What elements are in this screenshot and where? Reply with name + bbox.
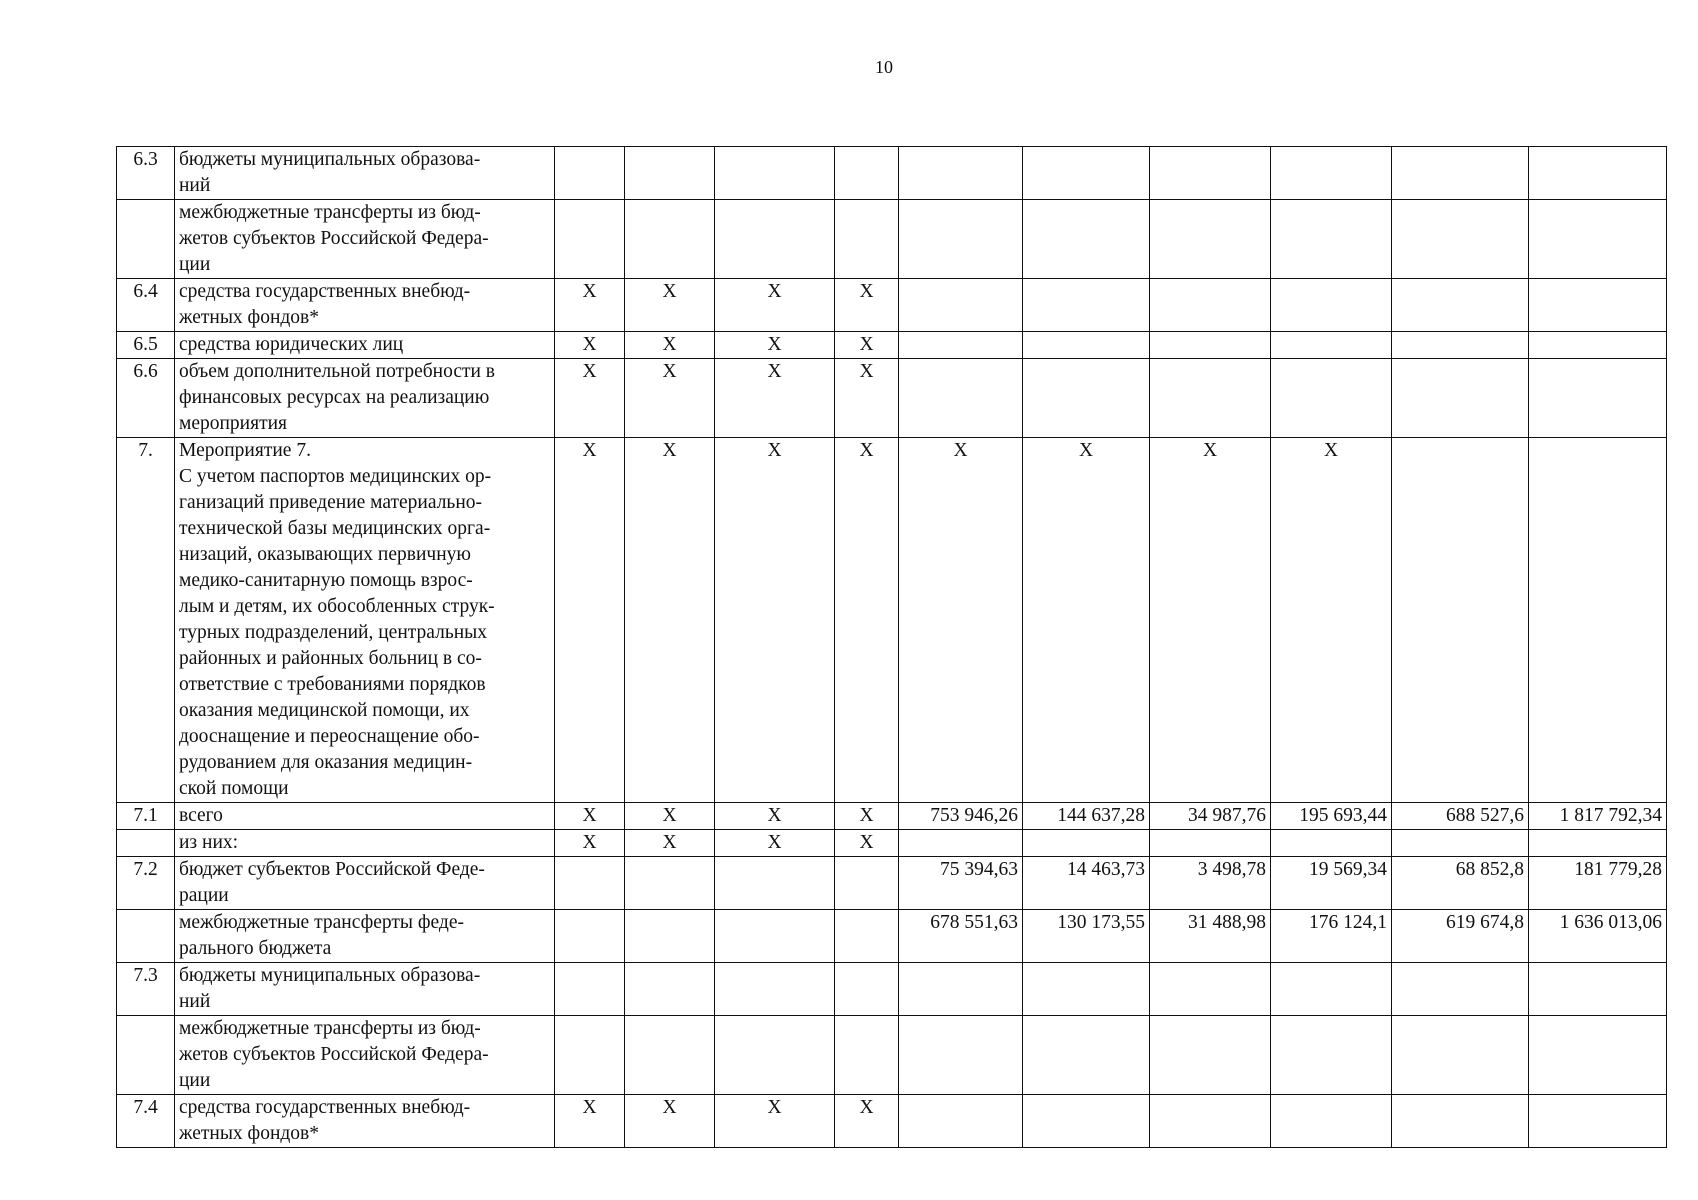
table-row [117, 332, 1667, 359]
value-cell [1392, 830, 1529, 857]
mark-cell: X [835, 1095, 899, 1148]
mark-cell [625, 910, 715, 963]
row-number: 7. [117, 438, 175, 803]
table-row [117, 1016, 1667, 1095]
value-cell [1529, 963, 1667, 1016]
row-description-text: Мероприятие 7. С учетом паспортов медицинских ор- ганизаций приведение материально- технической базы медицинских орга- низаций, оказывающих первичную медико-санитарную помощь взрос- лым и детям, их обособленных струк- турных подразделений, центральных районных и районных больниц в со- ответствие с требованиями порядков оказания медицинской помощи, их дооснащение и переоснащение обо- рудованием для оказания медицин- ской помощи [179, 440, 495, 799]
value-cell [1392, 279, 1529, 332]
row-description-text: объем дополнительной потребности в финансовых ресурсах на реализацию мероприятия [179, 361, 496, 434]
value-cell [1023, 830, 1150, 857]
mark-cell: X [555, 332, 625, 359]
table-row [117, 279, 1667, 332]
value-cell [1271, 1095, 1392, 1148]
value-cell: 678 551,63 [899, 910, 1023, 963]
value-cell [1023, 359, 1150, 438]
mark-cell: X [715, 359, 835, 438]
row-description [175, 803, 555, 830]
value-cell [899, 359, 1023, 438]
value-cell [899, 332, 1023, 359]
mark-cell: X [555, 359, 625, 438]
mark-cell [555, 147, 625, 200]
value-cell [1529, 1095, 1667, 1148]
value-cell [1150, 200, 1271, 279]
value-cell [1023, 963, 1150, 1016]
value-cell [1529, 147, 1667, 200]
mark-cell: X [715, 803, 835, 830]
value-cell [1150, 963, 1271, 1016]
mark-cell: X [625, 438, 715, 803]
mark-cell [835, 147, 899, 200]
mark-cell: X [835, 438, 899, 803]
mark-cell [835, 1016, 899, 1095]
value-cell: 19 569,34 [1271, 857, 1392, 910]
mark-cell: X [715, 332, 835, 359]
row-number: 6.6 [117, 359, 175, 438]
value-cell: X [1023, 438, 1150, 803]
row-number: 6.5 [117, 332, 175, 359]
value-cell [1271, 200, 1392, 279]
value-cell [1023, 200, 1150, 279]
row-description-text: бюджет субъектов Российской Феде- рации [179, 859, 485, 906]
row-number: 7.3 [117, 963, 175, 1016]
row-description-text: бюджеты муниципальных образова- ний [179, 965, 481, 1012]
table-row [117, 803, 1667, 830]
mark-cell [625, 963, 715, 1016]
value-cell [1023, 1095, 1150, 1148]
value-cell: 31 488,98 [1150, 910, 1271, 963]
value-cell [1392, 359, 1529, 438]
value-cell [899, 963, 1023, 1016]
value-cell [1529, 200, 1667, 279]
value-cell [1150, 830, 1271, 857]
value-cell: 3 498,78 [1150, 857, 1271, 910]
mark-cell: X [625, 830, 715, 857]
row-description [175, 438, 555, 803]
mark-cell [555, 200, 625, 279]
value-cell [1392, 1095, 1529, 1148]
row-description [175, 147, 555, 200]
value-cell: 181 779,28 [1529, 857, 1667, 910]
mark-cell: X [555, 803, 625, 830]
value-cell [899, 1016, 1023, 1095]
mark-cell [555, 910, 625, 963]
value-cell: 144 637,28 [1023, 803, 1150, 830]
value-cell: 176 124,1 [1271, 910, 1392, 963]
mark-cell [555, 963, 625, 1016]
row-description [175, 200, 555, 279]
table-row [117, 857, 1667, 910]
table-row [117, 910, 1667, 963]
mark-cell: X [625, 279, 715, 332]
value-cell [1392, 438, 1529, 803]
value-cell [899, 830, 1023, 857]
row-description-text: средства государственных внебюд- жетных фондов* [179, 281, 471, 328]
value-cell [1023, 1016, 1150, 1095]
row-description [175, 279, 555, 332]
value-cell [1529, 438, 1667, 803]
value-cell [1150, 359, 1271, 438]
table-row [117, 200, 1667, 279]
mark-cell [835, 963, 899, 1016]
mark-cell: X [715, 438, 835, 803]
value-cell [1150, 147, 1271, 200]
row-number [117, 200, 175, 279]
mark-cell [835, 910, 899, 963]
value-cell [1023, 279, 1150, 332]
mark-cell: X [625, 1095, 715, 1148]
mark-cell: X [555, 1095, 625, 1148]
table-row [117, 359, 1667, 438]
value-cell [1150, 332, 1271, 359]
row-number [117, 830, 175, 857]
row-description [175, 910, 555, 963]
value-cell [1150, 1016, 1271, 1095]
mark-cell [715, 910, 835, 963]
value-cell: 195 693,44 [1271, 803, 1392, 830]
value-cell: 753 946,26 [899, 803, 1023, 830]
mark-cell: X [715, 279, 835, 332]
value-cell [1271, 332, 1392, 359]
row-number [117, 1016, 175, 1095]
page-number: 10 [875, 57, 893, 77]
mark-cell: X [835, 830, 899, 857]
value-cell [1271, 830, 1392, 857]
mark-cell [715, 1016, 835, 1095]
mark-cell [715, 147, 835, 200]
row-number: 6.4 [117, 279, 175, 332]
row-description-text: межбюджетные трансферты феде- рального бюджета [179, 912, 464, 959]
value-cell [1529, 830, 1667, 857]
value-cell [899, 147, 1023, 200]
value-cell: 1 817 792,34 [1529, 803, 1667, 830]
mark-cell [555, 857, 625, 910]
value-cell: 68 852,8 [1392, 857, 1529, 910]
mark-cell: X [555, 830, 625, 857]
row-description-text: межбюджетные трансферты из бюд- жетов субъектов Российской Федера- ции [179, 202, 489, 275]
mark-cell: X [555, 279, 625, 332]
table-row [117, 830, 1667, 857]
value-cell: 130 173,55 [1023, 910, 1150, 963]
row-number: 6.3 [117, 147, 175, 200]
table-row [117, 1095, 1667, 1148]
value-cell [1529, 1016, 1667, 1095]
value-cell [1529, 279, 1667, 332]
value-cell [1271, 359, 1392, 438]
value-cell [1150, 279, 1271, 332]
value-cell [1271, 963, 1392, 1016]
value-cell [899, 279, 1023, 332]
row-number [117, 910, 175, 963]
row-description [175, 332, 555, 359]
value-cell [1150, 1095, 1271, 1148]
mark-cell: X [555, 438, 625, 803]
value-cell [1392, 332, 1529, 359]
mark-cell: X [835, 803, 899, 830]
value-cell [1392, 963, 1529, 1016]
mark-cell: X [715, 1095, 835, 1148]
value-cell: X [1150, 438, 1271, 803]
row-description-text: средства государственных внебюд- жетных фондов* [179, 1097, 471, 1144]
mark-cell [625, 1016, 715, 1095]
value-cell [1392, 200, 1529, 279]
row-description-text: всего [179, 805, 223, 826]
row-number: 7.1 [117, 803, 175, 830]
row-description [175, 963, 555, 1016]
row-description-text: средства юридических лиц [179, 334, 404, 355]
mark-cell [715, 200, 835, 279]
table-row [117, 963, 1667, 1016]
mark-cell [625, 147, 715, 200]
value-cell: 14 463,73 [1023, 857, 1150, 910]
mark-cell: X [835, 332, 899, 359]
row-description-text: бюджеты муниципальных образова- ний [179, 149, 481, 196]
funding-table [116, 146, 1667, 1148]
row-description [175, 1095, 555, 1148]
value-cell [1271, 1016, 1392, 1095]
row-description [175, 1016, 555, 1095]
mark-cell: X [625, 803, 715, 830]
mark-cell: X [835, 279, 899, 332]
value-cell [1392, 1016, 1529, 1095]
row-number: 7.2 [117, 857, 175, 910]
mark-cell: X [835, 359, 899, 438]
value-cell [1023, 332, 1150, 359]
value-cell: 34 987,76 [1150, 803, 1271, 830]
mark-cell [715, 857, 835, 910]
value-cell [899, 1095, 1023, 1148]
value-cell [1529, 359, 1667, 438]
table-row [117, 438, 1667, 803]
mark-cell [835, 200, 899, 279]
value-cell [1529, 332, 1667, 359]
row-number: 7.4 [117, 1095, 175, 1148]
value-cell: 1 636 013,06 [1529, 910, 1667, 963]
value-cell [1271, 279, 1392, 332]
value-cell: 75 394,63 [899, 857, 1023, 910]
value-cell: X [899, 438, 1023, 803]
value-cell: 688 527,6 [1392, 803, 1529, 830]
mark-cell [555, 1016, 625, 1095]
mark-cell: X [715, 830, 835, 857]
value-cell: X [1271, 438, 1392, 803]
mark-cell [835, 857, 899, 910]
mark-cell [625, 200, 715, 279]
row-description [175, 359, 555, 438]
table-row [117, 147, 1667, 200]
value-cell [1023, 147, 1150, 200]
value-cell: 619 674,8 [1392, 910, 1529, 963]
mark-cell: X [625, 359, 715, 438]
mark-cell: X [625, 332, 715, 359]
value-cell [1271, 147, 1392, 200]
row-description [175, 857, 555, 910]
value-cell [899, 200, 1023, 279]
mark-cell [625, 857, 715, 910]
row-description [175, 830, 555, 857]
row-description-text: межбюджетные трансферты из бюд- жетов субъектов Российской Федера- ции [179, 1018, 489, 1091]
mark-cell [715, 963, 835, 1016]
row-description-text: из них: [179, 832, 239, 853]
value-cell [1392, 147, 1529, 200]
table-body [117, 147, 1667, 1148]
